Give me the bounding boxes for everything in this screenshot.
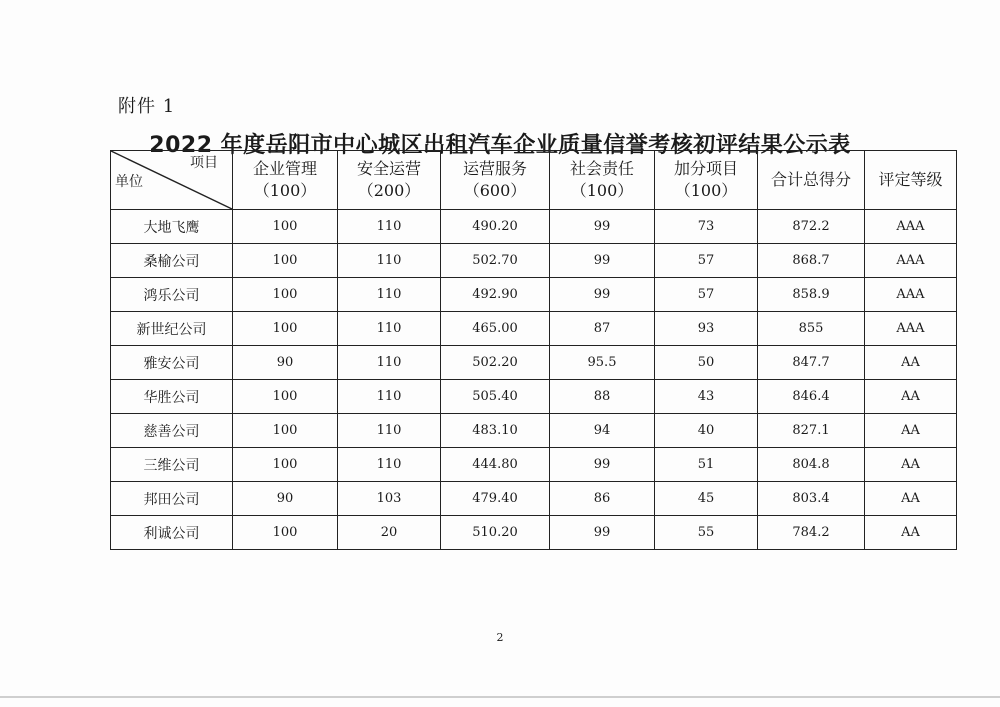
table-row [111, 516, 957, 550]
service-score-cell: 492.90 [441, 278, 550, 312]
column-header [655, 151, 758, 210]
grade-cell: AA [865, 448, 957, 482]
company-cell: 鸿乐公司 [111, 278, 233, 312]
column-header-name: 合计总得分 [770, 170, 851, 189]
column-header [233, 151, 338, 210]
total-score-cell: 803.4 [758, 482, 865, 516]
company-cell: 三维公司 [111, 448, 233, 482]
grade-cell: AA [865, 414, 957, 448]
column-header-max: （200） [357, 181, 421, 200]
score-table [110, 150, 957, 550]
column-header-max: （600） [463, 181, 527, 200]
grade-cell: AAA [865, 312, 957, 346]
bonus-score-cell: 57 [655, 278, 758, 312]
safety-score-cell: 110 [338, 312, 441, 346]
bonus-score-cell: 57 [655, 244, 758, 278]
total-score-cell: 858.9 [758, 278, 865, 312]
table-row [111, 448, 957, 482]
grade-cell: AA [865, 516, 957, 550]
mgmt-score-cell: 100 [233, 414, 338, 448]
column-header-max: （100） [674, 181, 738, 200]
safety-score-cell: 103 [338, 482, 441, 516]
table-body [111, 210, 957, 550]
total-score-cell: 784.2 [758, 516, 865, 550]
page-number: 2 [496, 631, 504, 644]
social-score-cell: 88 [550, 380, 655, 414]
service-score-cell: 490.20 [441, 210, 550, 244]
grade-cell: AAA [865, 210, 957, 244]
column-header-max: （100） [570, 181, 634, 200]
table-row [111, 244, 957, 278]
table-row [111, 482, 957, 516]
social-score-cell: 99 [550, 278, 655, 312]
total-score-cell: 847.7 [758, 346, 865, 380]
bonus-score-cell: 93 [655, 312, 758, 346]
grade-cell: AAA [865, 244, 957, 278]
column-header-name: 企业管理 [252, 159, 317, 178]
column-header [441, 151, 550, 210]
company-cell: 慈善公司 [111, 414, 233, 448]
column-header-name: 加分项目 [673, 159, 738, 178]
company-cell: 邦田公司 [111, 482, 233, 516]
service-score-cell: 465.00 [441, 312, 550, 346]
table-header-row [111, 151, 957, 210]
mgmt-score-cell: 90 [233, 346, 338, 380]
column-header-name: 评定等级 [878, 170, 943, 189]
social-score-cell: 99 [550, 448, 655, 482]
mgmt-score-cell: 100 [233, 210, 338, 244]
mgmt-score-cell: 100 [233, 312, 338, 346]
social-score-cell: 87 [550, 312, 655, 346]
grade-cell: AA [865, 346, 957, 380]
grade-cell: AA [865, 482, 957, 516]
total-score-cell: 855 [758, 312, 865, 346]
corner-header-cell [111, 151, 233, 210]
column-header-name: 运营服务 [462, 159, 527, 178]
social-score-cell: 95.5 [550, 346, 655, 380]
social-score-cell: 99 [550, 210, 655, 244]
safety-score-cell: 110 [338, 278, 441, 312]
company-cell: 桑榆公司 [111, 244, 233, 278]
bonus-score-cell: 55 [655, 516, 758, 550]
bonus-score-cell: 45 [655, 482, 758, 516]
service-score-cell: 502.20 [441, 346, 550, 380]
mgmt-score-cell: 100 [233, 244, 338, 278]
bonus-score-cell: 51 [655, 448, 758, 482]
bonus-score-cell: 50 [655, 346, 758, 380]
social-score-cell: 94 [550, 414, 655, 448]
table-row [111, 380, 957, 414]
page-title: 2022 年度岳阳市中心城区出租汽车企业质量信誉考核初评结果公示表 [149, 133, 851, 158]
attachment-label: 附件 1 [118, 96, 176, 117]
table-row [111, 210, 957, 244]
safety-score-cell: 110 [338, 244, 441, 278]
total-score-cell: 804.8 [758, 448, 865, 482]
service-score-cell: 444.80 [441, 448, 550, 482]
column-header-max: （100） [253, 181, 317, 200]
safety-score-cell: 20 [338, 516, 441, 550]
service-score-cell: 483.10 [441, 414, 550, 448]
mgmt-score-cell: 100 [233, 448, 338, 482]
column-header [338, 151, 441, 210]
table-row [111, 312, 957, 346]
total-score-cell: 846.4 [758, 380, 865, 414]
bonus-score-cell: 73 [655, 210, 758, 244]
grade-cell: AA [865, 380, 957, 414]
column-header-name: 安全运营 [356, 159, 421, 178]
social-score-cell: 86 [550, 482, 655, 516]
safety-score-cell: 110 [338, 414, 441, 448]
safety-score-cell: 110 [338, 448, 441, 482]
safety-score-cell: 110 [338, 380, 441, 414]
company-cell: 雅安公司 [111, 346, 233, 380]
company-cell: 大地飞鹰 [111, 210, 233, 244]
social-score-cell: 99 [550, 516, 655, 550]
service-score-cell: 502.70 [441, 244, 550, 278]
column-header-name: 社会责任 [569, 159, 634, 178]
corner-unit-label: 单位 [115, 174, 143, 190]
mgmt-score-cell: 100 [233, 278, 338, 312]
mgmt-score-cell: 100 [233, 380, 338, 414]
service-score-cell: 510.20 [441, 516, 550, 550]
column-header [550, 151, 655, 210]
scan-edge-line [0, 696, 1000, 698]
social-score-cell: 99 [550, 244, 655, 278]
service-score-cell: 479.40 [441, 482, 550, 516]
safety-score-cell: 110 [338, 346, 441, 380]
column-header [758, 151, 865, 210]
total-score-cell: 827.1 [758, 414, 865, 448]
mgmt-score-cell: 100 [233, 516, 338, 550]
company-cell: 新世纪公司 [111, 312, 233, 346]
column-header [865, 151, 957, 210]
corner-item-label: 项目 [190, 155, 218, 171]
table-row [111, 278, 957, 312]
mgmt-score-cell: 90 [233, 482, 338, 516]
total-score-cell: 868.7 [758, 244, 865, 278]
table-row [111, 346, 957, 380]
company-cell: 利诚公司 [111, 516, 233, 550]
grade-cell: AAA [865, 278, 957, 312]
table-row [111, 414, 957, 448]
total-score-cell: 872.2 [758, 210, 865, 244]
bonus-score-cell: 43 [655, 380, 758, 414]
safety-score-cell: 110 [338, 210, 441, 244]
bonus-score-cell: 40 [655, 414, 758, 448]
company-cell: 华胜公司 [111, 380, 233, 414]
service-score-cell: 505.40 [441, 380, 550, 414]
